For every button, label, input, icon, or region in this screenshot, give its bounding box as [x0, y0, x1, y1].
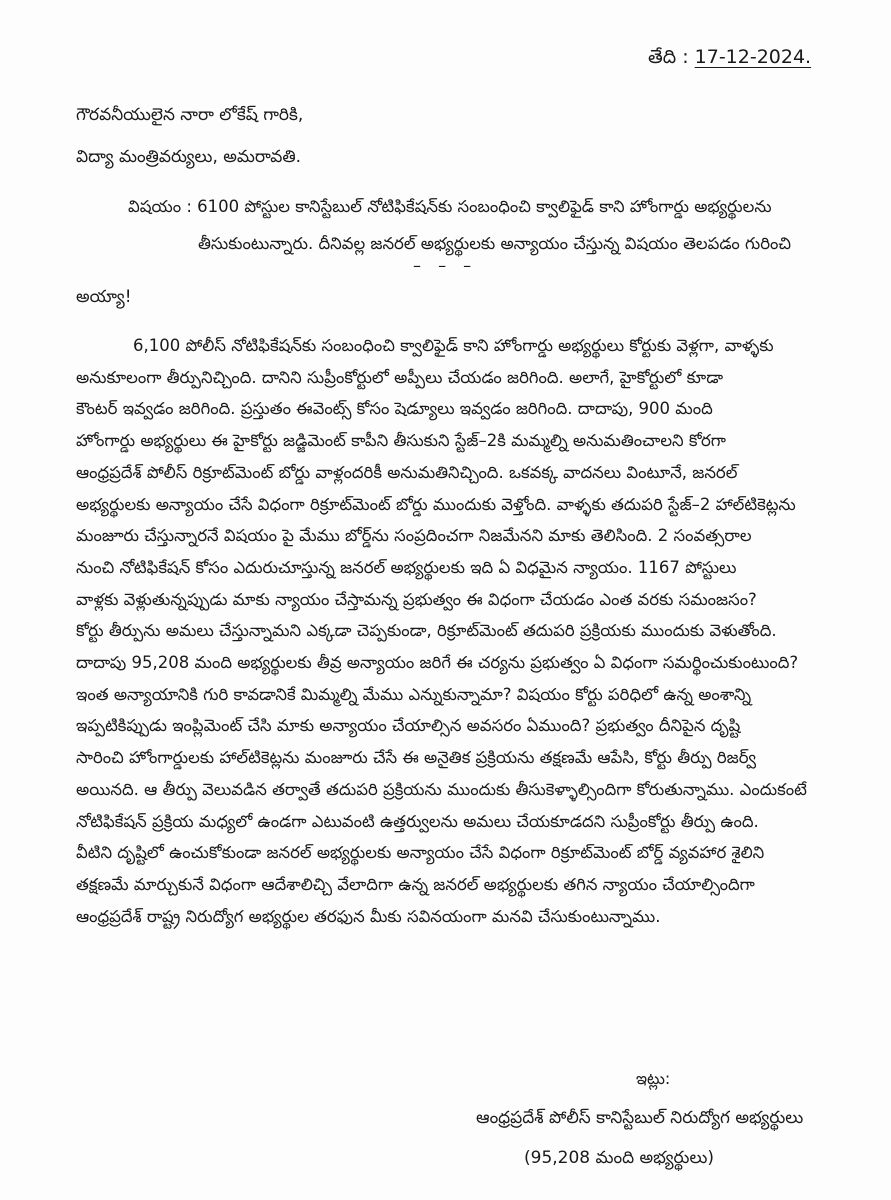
date-label: తేది : — [648, 46, 689, 68]
greeting: అయ్యా! — [76, 287, 132, 307]
body-line: ఇంత అన్యాయానికి గురి కావడానికే మిమ్మల్ని మేము ఎన్నుకున్నామా? విషయం కోర్టు పరిధిలో ఉన్న అంశాన్ని — [76, 684, 752, 704]
subject-line: విషయం : 6100 పోస్టుల కానిస్టేబుల్ నోటిఫికేషన్‌కు సంబంధించి క్వాలిఫైడ్ కాని హోంగార్డు అభ్యర్థులను — [128, 197, 772, 216]
addressee: విద్యా మంత్రివర్యులు, అమరావతి. — [76, 147, 302, 167]
body-line: వాళ్లకు వెళ్లుతున్నప్పుడు మాకు న్యాయం చేస్తామన్న ప్రభుత్వం ఈ విధంగా చేయడం ఎంత వరకు సమంజసం? — [76, 589, 757, 609]
body-line: 6,100 పోలీస్ నోటిఫికేషన్‌కు సంబంధించి క్వాలిఫైడ్ కాని హోంగార్డు అభ్యర్థులు కోర్టుకు వెళ్లగా, వాళ్ళకు — [133, 336, 774, 355]
signature: ఆంధ్రప్రదేశ్ పోలీస్ కానిస్టేబుల్ నిరుద్యోగ అభ్యర్థులు — [476, 1108, 804, 1128]
candidate-count: (95,208 మంది అభ్యర్థులు) — [524, 1148, 715, 1168]
body-line: ఆంధ్రప్రదేశ్ రాష్ట్ర నిరుద్యోగ అభ్యర్థుల తరఫున మీకు సవినయంగా మనవి చేసుకుంటున్నాము. — [76, 906, 661, 926]
body-line: తక్షణమే మార్చుకునే విధంగా ఆదేశాలిచ్చి వేలాదిగా ఉన్న జనరల్ అభ్యర్థులకు తగిన న్యాయం చేయాల్సిందిగా — [76, 874, 755, 894]
date-line — [648, 46, 811, 73]
body-line: ఆంధ్రప్రదేశ్ పోలీస్ రిక్రూట్‌మెంట్ బోర్డు వాళ్లందరికీ అనుమతినిచ్చింది. ఒకవక్క వాదనలు వింటూనే, జనరల్ — [76, 462, 738, 482]
body-line: అభ్యర్థులకు అన్యాయం చేసే విధంగా రిక్రూట్‌మెంట్ బోర్డు ముందుకు వెళ్తోంది. వాళ్ళకు తదుపరి స్టేజ్–2 హాల్‌టికెట్లను — [76, 494, 796, 514]
body-line: కోర్టు తీర్పును అమలు చేస్తున్నామని ఎక్కడా చెప్పకుండా, రిక్రూట్‌మెంట్ తదుపరి ప్రక్రియకు ముందుకు వెళుతోంది. — [76, 621, 777, 641]
subject-block — [128, 188, 818, 262]
date-value: 17-12-2024. — [694, 46, 812, 68]
closing: ఇట్లు: — [636, 1069, 671, 1088]
body-line: అయినది. ఆ తీర్పు వెలువడిన తర్వాతే తదుపరి ప్రక్రియను ముందుకు తీసుకెళ్ళాల్సిందిగా కోరుతున్నాము. ఎందుకంటే — [76, 779, 807, 799]
body-line: ఇప్పటికిప్పుడు ఇంప్లిమెంట్ చేసి మాకు అన్యాయం చేయాల్సిన అవసరం ఏముంది? ప్రభుత్వం దీనిపైన దృష్టి — [76, 716, 741, 736]
body-line: మంజూరు చేస్తున్నారనే విషయం పై మేము బోర్డ్‌ను సంప్రదించగా నిజమేనని మాకు తెలిసింది. 2 సంవత్సరాల — [76, 526, 752, 546]
body-line: సారించి హోంగార్డులకు హాల్‌టికెట్లను మంజూరు చేసే ఈ అనైతిక ప్రక్రియను తక్షణమే ఆపేసి, కోర్టు తీర్పు రిజర్వ్ — [76, 748, 757, 768]
body-line: దాదాపు 95,208 మంది అభ్యర్థులకు తీవ్ర అన్యాయం జరిగే ఈ చర్యను ప్రభుత్వం ఏ విధంగా సమర్థించుకుంటుంది? — [76, 653, 799, 673]
separator: – – – — [413, 256, 478, 275]
body-line: నోటిఫికేషన్ ప్రక్రియ మధ్యలో ఉండగా ఎటువంటి ఉత్తర్వులను అమలు చేయకూడదని సుప్రీంకోర్టు తీర్పు ఉంది. — [76, 811, 759, 831]
body-line: వీటిని దృష్టిలో ఉంచుకోకుండా జనరల్ అభ్యర్థులకు అన్యాయం చేసే విధంగా రిక్రూట్‌మెంట్ బోర్డ్ వ్యవహార శైలిని — [76, 843, 765, 863]
body-line: హోంగార్డు అభ్యర్థులు ఈ హైకోర్టు జడ్జిమెంట్ కాపీని తీసుకుని స్టేజ్–2కి మమ్మల్ని అనుమతించాలని కోరగా — [76, 431, 726, 451]
body-line: నుంచి నోటిఫికేషన్ కోసం ఎదురుచూస్తున్న జనరల్ అభ్యర్థులకు ఇది ఏ విధమైన న్యాయం. 1167 పోస్టులు — [76, 557, 737, 577]
subject-line: తీసుకుంటున్నారు. దీనివల్ల జనరల్ అభ్యర్థులకు అన్యాయం చేస్తున్న విషయం తెలపడం గురించి — [198, 234, 792, 253]
body-line: కౌంటర్ ఇవ్వడం జరిగింది. ప్రస్తుతం ఈవెంట్స్ కోసం షెడ్యూలు ఇవ్వడం జరిగింది. దాదాపు, 900 మంది — [76, 399, 713, 419]
letter-body — [76, 330, 816, 932]
body-line: అనుకూలంగా తీర్పునిచ్చింది. దానిని సుప్రీంకోర్టులో అప్పీలు చేయడం జరిగింది. అలాగే, హైకోర్టులో కూడా — [76, 367, 724, 387]
salutation: గౌరవనీయులైన నారా లోకేష్ గారికి, — [76, 105, 304, 125]
